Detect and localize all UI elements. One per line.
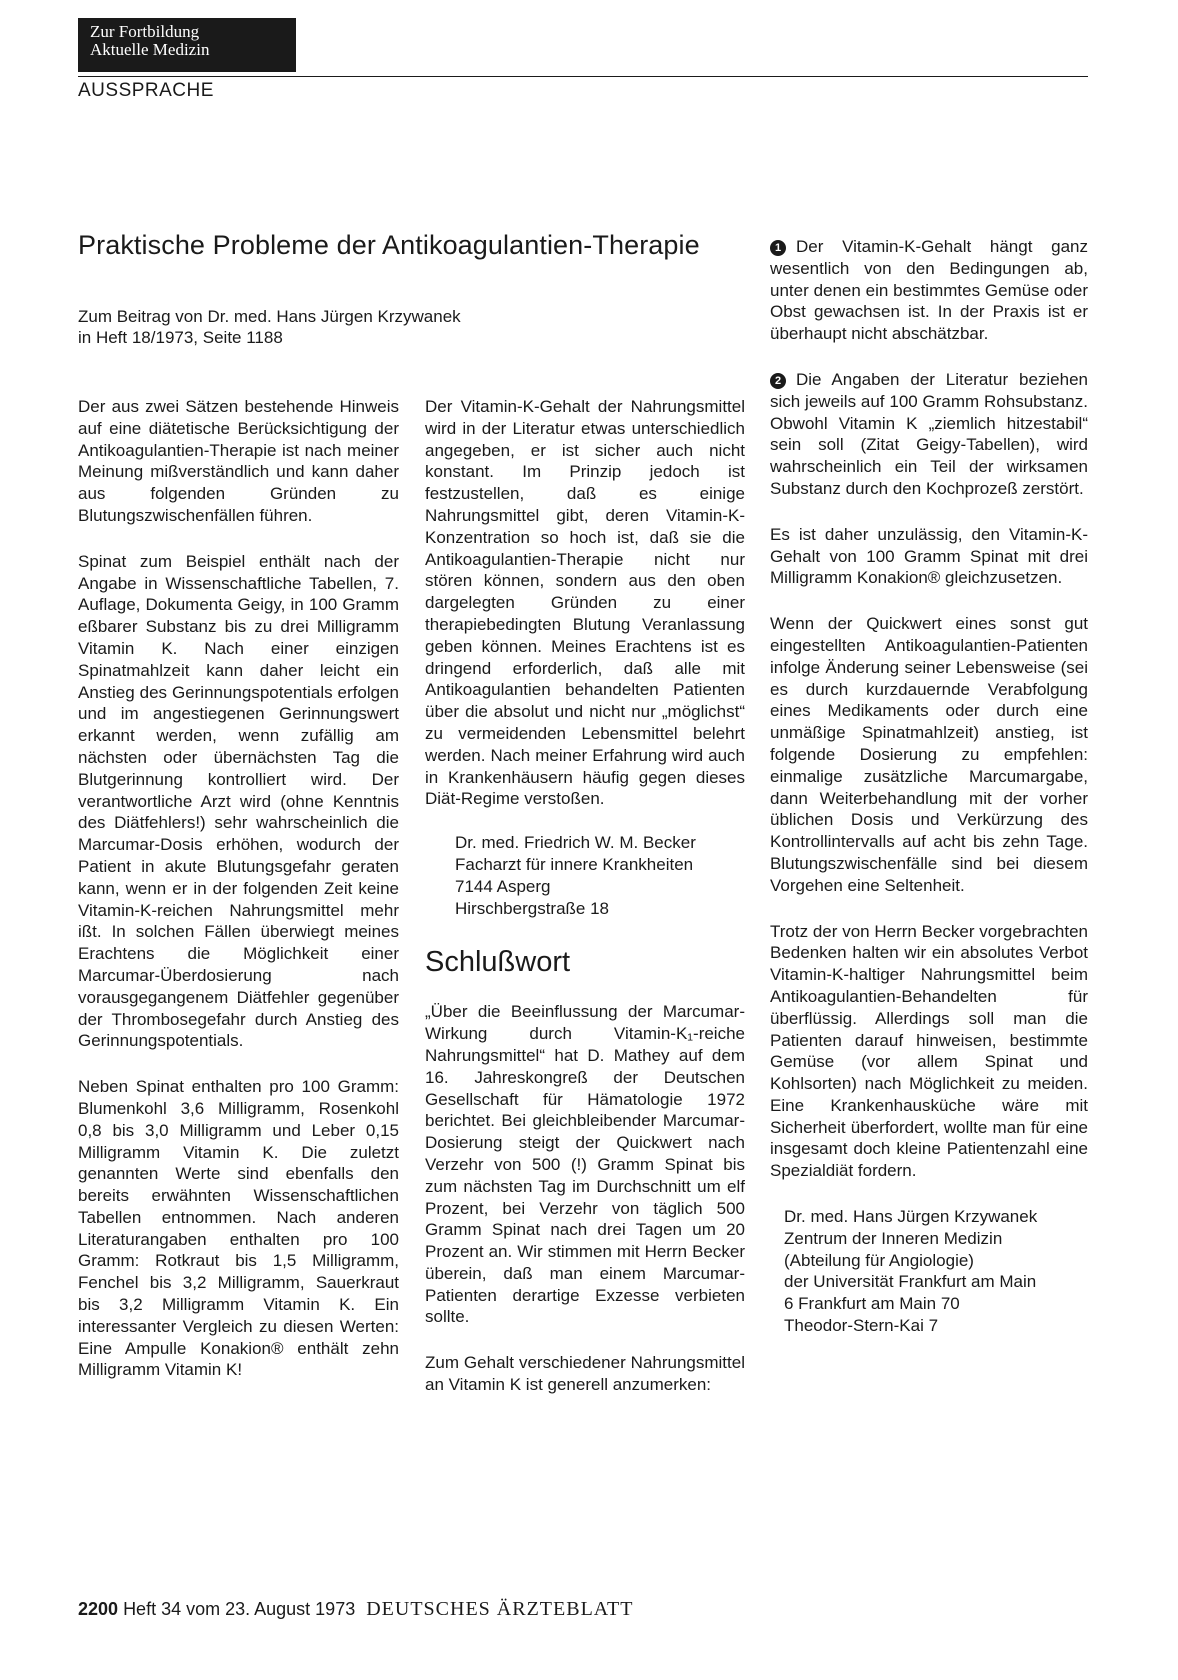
signature-street: Theodor-Stern-Kai 7 bbox=[784, 1316, 939, 1336]
paragraph: Der aus zwei Sätzen bestehende Hinweis auf eine diätetische Berücksichtigung der Antikoagulantien-Therapie ist nach meiner Meinung mißverständlich und kann daher aus folgenden Gründen zu Blutungszwischenfällen führen. bbox=[78, 397, 399, 525]
section-label-box bbox=[78, 18, 296, 72]
number-badge-icon: 1 bbox=[770, 240, 786, 256]
column-3 bbox=[770, 236, 1088, 1363]
paragraph: Wenn der Quickwert eines sonst gut eingestellten Antikoagulantien-Patienten infolge Änderung seiner Lebensweise (sei es durch kurzdauernde Verabfolgung eines Medikaments oder durch eine unmäßige Spinatmahlzeit) anstieg, ist folgende Dosierung zu empfehlen: einmalige zusätzliche Marcumargabe, dann Weiterbehandlung mit der vorher üblichen Dosis und Verkürzung des Kontrollintervalls auf acht bis zehn Tage. Blutungszwischenfälle sind bei diesem Vorgehen eine Seltenheit. bbox=[770, 614, 1088, 895]
signature-university: der Universität Frankfurt am Main bbox=[784, 1272, 1037, 1292]
paragraph-text: Der Vitamin-K-Gehalt hängt ganz wesentlich von den Bedingungen ab, unter denen ein bestimmtes Gemüse oder Obst gewachsen ist. In der Praxis ist er überhaupt nicht abschätzbar. bbox=[770, 237, 1088, 344]
signature-street: Hirschbergstraße 18 bbox=[455, 898, 610, 918]
signature-title: Facharzt für innere Krankheiten bbox=[455, 854, 694, 874]
subtitle-line-2: in Heft 18/1973, Seite 1188 bbox=[78, 328, 283, 347]
paragraph-text: Die Angaben der Literatur beziehen sich jeweils auf 100 Gramm Rohsubstanz. Obwohl Vitamin K „ziemlich hitzestabil“ sein soll (Zitat Geigy-Tabellen), wird wahrscheinlich ein Teil der wirksamen Substanz durch den Kochprozeß zerstört. bbox=[770, 369, 1088, 498]
column-1 bbox=[78, 396, 399, 1381]
page-footer bbox=[78, 1598, 633, 1621]
header-rule bbox=[78, 76, 1088, 77]
numbered-paragraph bbox=[770, 236, 1088, 345]
label-line-2: Aktuelle Medizin bbox=[90, 40, 210, 59]
issue-info: Heft 34 vom 23. August 1973 bbox=[123, 1599, 356, 1619]
paragraph: Es ist daher unzulässig, den Vitamin-K-Gehalt von 100 Gramm Spinat mit drei Milligramm Konakion® gleichzusetzen. bbox=[770, 524, 1088, 588]
number-badge-icon: 2 bbox=[770, 373, 786, 389]
letter-signature bbox=[425, 832, 745, 919]
paragraph: Neben Spinat enthalten pro 100 Gramm: Blumenkohl 3,6 Milligramm, Rosenkohl 0,8 bis 3,0 Milligramm und Leber 0,15 Milligramm Vitamin K. Die zuletzt genannten Werte sind ebenfalls den bereits erwähnten Wissenschaftlichen Tabellen entnommen. Nach anderen Literaturangaben enthalten pro 100 Gramm: Rotkraut bis 1,5 Milligramm, Fenchel bis 3,2 Milligramm, Sauerkraut bis 3,2 Milligramm Vitamin K. Ein interessanter Vergleich zu diesen Werten: Eine Ampulle Konakion® enthält zehn Milligramm Vitamin K! bbox=[78, 1077, 399, 1380]
journal-name: DEUTSCHES ÄRZTEBLATT bbox=[366, 1598, 634, 1620]
paragraph: Zum Gehalt verschiedener Nahrungsmittel an Vitamin K ist generell anzumerken: bbox=[425, 1353, 745, 1395]
signature-city: 7144 Asperg bbox=[455, 876, 551, 896]
paragraph: „Über die Beeinflussung der Marcumar-Wirkung durch Vitamin-K₁-reiche Nahrungsmittel“ hat D. Mathey auf dem 16. Jahreskongreß der Deutschen Gesellschaft für Hämatologie 1972 berichtet. Bei gleichbleibender Marcumar-Dosierung steigt der Quickwert nach Verzehr von 500 (!) Gramm Spinat bis zum nächsten Tag im Durchschnitt um elf Prozent, bei Verzehr von täglich 500 Gramm Spinat nach drei Tagen um 20 Prozent an. Wir stimmen mit Herrn Becker überein, daß man einem Marcumar-Patienten derartige Exzesse verbieten sollte. bbox=[425, 1002, 745, 1327]
paragraph: Der Vitamin-K-Gehalt der Nahrungsmittel wird in der Literatur etwas unterschiedlich angegeben, er ist sicher auch nicht konstant. Im Prinzip jedoch ist festzustellen, daß es einige Nahrungsmittel gibt, deren Vitamin-K-Konzentration so hoch ist, daß sie die Antikoagulantien-Therapie nicht nur stören können, sondern aus den oben dargelegten Gründen zu einer therapiebedingten Blutung Veranlassung geben können. Meines Erachtens ist es dringend erforderlich, daß alle mit Antikoagulantien behandelten Patienten über die absolut und nicht nur „möglichst“ zu vermeidenden Lebensmittel belehrt werden. Nach meiner Erfahrung wird auch in Krankenhäusern häufig gegen dieses Diät-Regime verstoßen. bbox=[425, 397, 745, 809]
article-title: Praktische Probleme der Antikoagulantien-Therapie bbox=[78, 230, 700, 260]
label-line-1: Zur Fortbildung bbox=[90, 22, 200, 41]
section-heading: Schlußwort bbox=[425, 946, 571, 979]
signature-name: Dr. med. Friedrich W. M. Becker bbox=[455, 833, 696, 853]
article-subtitle bbox=[78, 306, 638, 348]
page-number: 2200 bbox=[78, 1599, 119, 1619]
numbered-paragraph bbox=[770, 369, 1088, 500]
column-2 bbox=[425, 396, 745, 1396]
signature-name: Dr. med. Hans Jürgen Krzywanek bbox=[784, 1207, 1038, 1227]
subtitle-line-1: Zum Beitrag von Dr. med. Hans Jürgen Krzywanek bbox=[78, 307, 461, 326]
signature-division: (Abteilung für Angiologie) bbox=[784, 1250, 974, 1270]
section-name: AUSSPRACHE bbox=[78, 80, 214, 101]
signature-dept: Zentrum der Inneren Medizin bbox=[784, 1228, 1003, 1248]
paragraph: Spinat zum Beispiel enthält nach der Angabe in Wissenschaftliche Tabellen, 7. Auflage, Dokumenta Geigy, in 100 Gramm eßbarer Substanz bis zu drei Milligramm Vitamin K. Nach einer einzigen Spinatmahlzeit kann daher leicht ein Anstieg des Gerinnungspotentials erfolgen und im angestiegenen Gerinnungswert erkannt werden, wenn zufällig am nächsten oder übernächsten Tag die Blutgerinnung kontrolliert wird. Der verantwortliche Arzt wird (ohne Kenntnis des Diätfehlers!) sehr wahrscheinlich die Marcumar-Dosis erhöhen, wodurch der Patient in akute Blutungsgefahr geraten kann, wenn er in der folgenden Zeit keine Vitamin-K-reichen Nahrungsmittel mehr ißt. In solchen Fällen überwiegt meines Erachtens die Möglichkeit einer Marcumar-Überdosierung nach vorausgegangenem Diätfehler gegenüber der Thrombosegefahr durch Anstieg des Gerinnungspotentials. bbox=[78, 551, 399, 1051]
author-signature bbox=[770, 1206, 1088, 1337]
paragraph: Trotz der von Herrn Becker vorgebrachten Bedenken halten wir ein absolutes Verbot Vitamin-K-haltiger Nahrungsmittel beim Antikoagulantien-Behandelten für überflüssig. Allerdings soll man die Patienten darauf hinweisen, bestimmte Gemüse (vor allem Spinat und Kohlsorten) nach Möglichkeit zu meiden. Eine Krankenhausküche wäre mit Sicherheit überfordert, wollte man für eine insgesamt doch kleine Patientenzahl eine Spezialdiät fordern. bbox=[770, 921, 1088, 1181]
signature-city: 6 Frankfurt am Main 70 bbox=[784, 1294, 960, 1314]
